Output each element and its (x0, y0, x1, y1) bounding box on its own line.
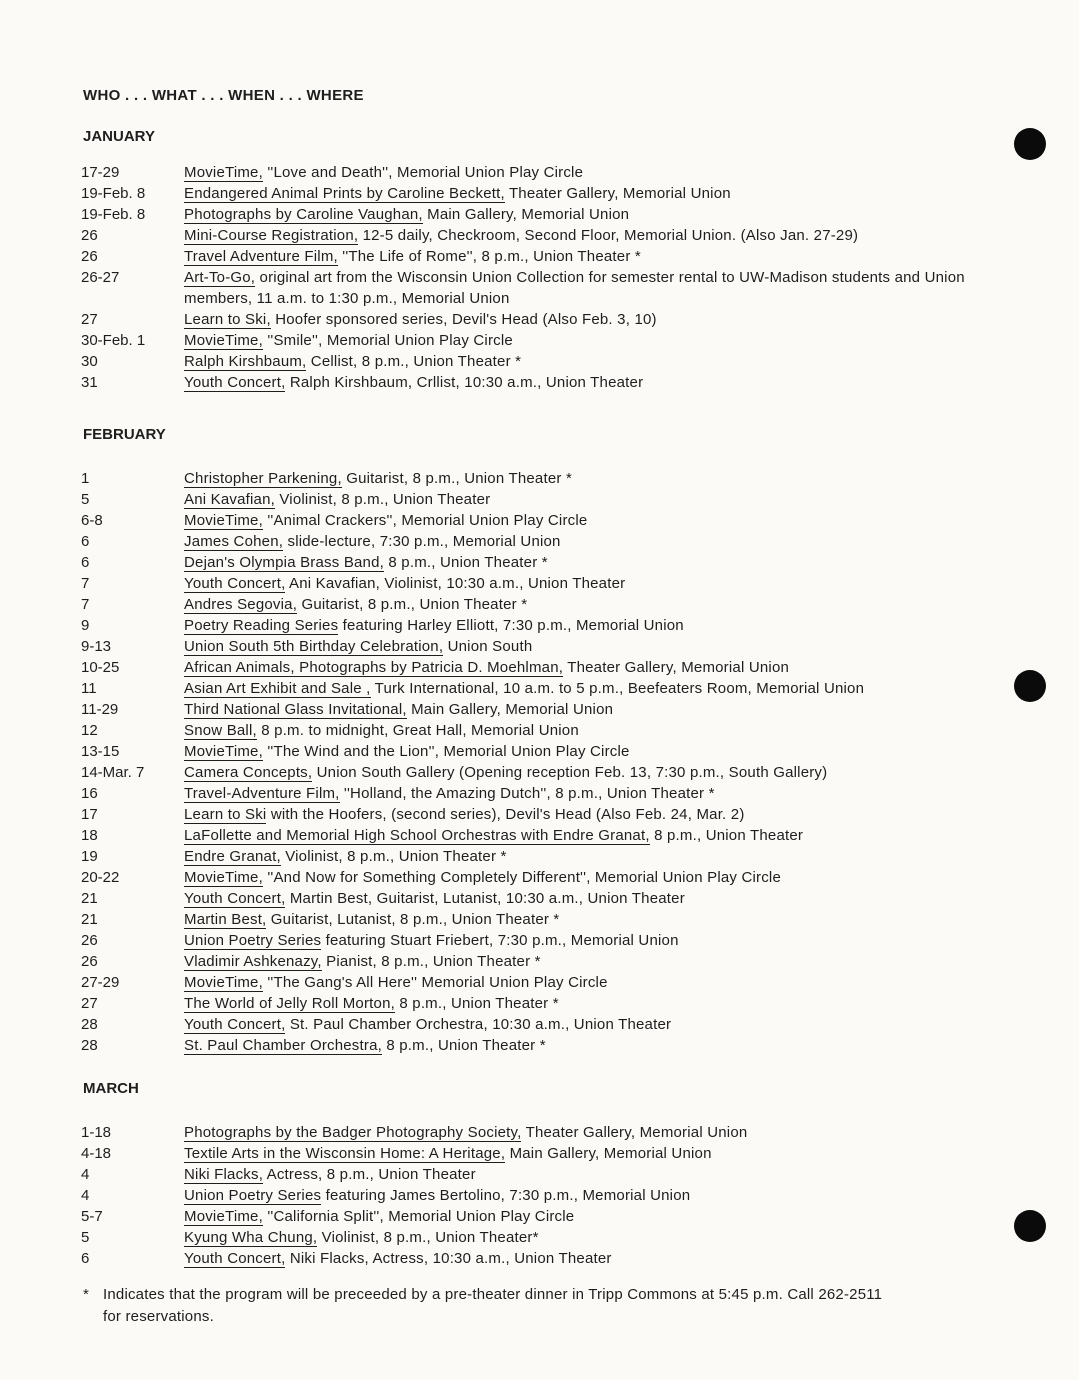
event-row (81, 594, 1011, 615)
event-description (184, 573, 1011, 594)
event-date: 17 (81, 806, 98, 823)
event-date: 27-29 (81, 974, 120, 991)
event-date: 27 (81, 311, 98, 328)
event-description (184, 699, 1011, 720)
binder-hole (1014, 670, 1046, 702)
event-details: with the Hoofers, (second series), Devil's Head (Also Feb. 24, Mar. 2) (266, 806, 745, 823)
event-name: MovieTime, (184, 512, 263, 529)
event-row (81, 267, 1011, 309)
event-name: Photographs by Caroline Vaughan, (184, 206, 423, 223)
event-description (184, 867, 1011, 888)
event-date: 6-8 (81, 512, 103, 529)
event-date: 13-15 (81, 743, 120, 760)
event-row (81, 1122, 1011, 1143)
event-details: ''The Wind and the Lion'', Memorial Union Play Circle (262, 743, 630, 760)
event-name: Youth Concert, (184, 1250, 286, 1267)
event-description (184, 1185, 1011, 1206)
event-name: Kyung Wha Chung, (184, 1229, 318, 1246)
event-details: ''Love and Death'', Memorial Union Play Circle (262, 164, 584, 181)
event-date: 9 (81, 617, 90, 634)
event-name: James Cohen, (184, 533, 284, 550)
event-details: ''The Life of Rome'', 8 p.m., Union Theater * (337, 248, 641, 265)
event-details: Guitarist, 8 p.m., Union Theater * (297, 596, 528, 613)
event-date: 19-Feb. 8 (81, 206, 146, 223)
event-name: Endangered Animal Prints by Caroline Beckett, (184, 185, 505, 202)
event-description (184, 204, 1011, 225)
event-description (184, 162, 1011, 183)
event-date: 30-Feb. 1 (81, 332, 146, 349)
event-details: Theater Gallery, Memorial Union (504, 185, 731, 202)
event-date: 17-29 (81, 164, 120, 181)
event-row (81, 657, 1011, 678)
event-description (184, 972, 1011, 993)
event-row (81, 909, 1011, 930)
footnote-line-1: Indicates that the program will be preceeded by a pre-theater dinner in Tripp Commons at 5:45 p.m. Call 262-2511 (103, 1286, 883, 1303)
event-name: Youth Concert, (184, 374, 286, 391)
event-description (184, 804, 1011, 825)
event-date: 18 (81, 827, 98, 844)
event-name: Textile Arts in the Wisconsin Home: A Heritage, (184, 1145, 506, 1162)
event-details: Turk International, 10 a.m. to 5 p.m., Beefeaters Room, Memorial Union (370, 680, 865, 697)
event-name: Mini-Course Registration, (184, 227, 359, 244)
event-date: 31 (81, 374, 98, 391)
event-row (81, 204, 1011, 225)
event-row (81, 720, 1011, 741)
event-details: Violinist, 8 p.m., Union Theater * (280, 848, 507, 865)
event-details: Violinist, 8 p.m., Union Theater* (317, 1229, 539, 1246)
event-details: Ani Kavafian, Violinist, 10:30 a.m., Union Theater (285, 575, 626, 592)
event-date: 14-Mar. 7 (81, 764, 145, 781)
event-description (184, 1014, 1011, 1035)
event-name: MovieTime, (184, 332, 263, 349)
march-events (81, 1122, 1011, 1269)
event-name: Learn to Ski, (184, 311, 271, 328)
event-row (81, 225, 1011, 246)
event-row (81, 330, 1011, 351)
event-details: ''The Gang's All Here'' Memorial Union Play Circle (262, 974, 608, 991)
event-details: Ralph Kirshbaum, Crllist, 10:30 a.m., Union Theater (285, 374, 644, 391)
event-description (184, 267, 1011, 309)
event-name: The World of Jelly Roll Morton, (184, 995, 395, 1012)
event-name: LaFollette and Memorial High School Orchestras with Endre Granat, (184, 827, 650, 844)
event-date: 30 (81, 353, 98, 370)
event-row (81, 372, 1011, 393)
event-date: 20-22 (81, 869, 120, 886)
event-row (81, 678, 1011, 699)
page-title: WHO . . . WHAT . . . WHEN . . . WHERE (83, 87, 364, 104)
event-date: 11-29 (81, 701, 119, 718)
event-description (184, 1122, 1011, 1143)
event-description (184, 825, 1011, 846)
event-row (81, 888, 1011, 909)
event-row (81, 867, 1011, 888)
event-name: Snow Ball, (184, 722, 257, 739)
event-row (81, 741, 1011, 762)
event-date: 7 (81, 596, 90, 613)
event-description (184, 741, 1011, 762)
event-date: 4 (81, 1187, 90, 1204)
binder-hole (1014, 128, 1046, 160)
event-row (81, 972, 1011, 993)
event-date: 10-25 (81, 659, 120, 676)
event-row (81, 825, 1011, 846)
event-name: Ani Kavafian, (184, 491, 275, 508)
event-name: Endre Granat, (184, 848, 281, 865)
event-details: St. Paul Chamber Orchestra, 10:30 a.m., Union Theater (285, 1016, 672, 1033)
event-description (184, 1248, 1011, 1269)
event-description (184, 183, 1011, 204)
event-details: Theater Gallery, Memorial Union (521, 1124, 748, 1141)
event-name: Asian Art Exhibit and Sale , (184, 680, 371, 697)
event-name: MovieTime, (184, 974, 263, 991)
event-description (184, 309, 1011, 330)
event-date: 26 (81, 932, 98, 949)
event-date: 19 (81, 848, 98, 865)
event-description (184, 372, 1011, 393)
event-row (81, 1227, 1011, 1248)
event-row (81, 246, 1011, 267)
event-name: Christopher Parkening, (184, 470, 342, 487)
event-row (81, 615, 1011, 636)
event-name: Learn to Ski (184, 806, 267, 823)
event-name: Youth Concert, (184, 575, 286, 592)
event-details: ''Smile'', Memorial Union Play Circle (262, 332, 513, 349)
footnote-mark: * (83, 1286, 90, 1303)
event-name: Niki Flacks, (184, 1166, 264, 1183)
event-date: 5 (81, 1229, 90, 1246)
event-date: 26 (81, 953, 98, 970)
event-date: 26-27 (81, 269, 120, 286)
event-details: Guitarist, Lutanist, 8 p.m., Union Theater * (266, 911, 560, 928)
event-row (81, 846, 1011, 867)
event-description (184, 657, 1011, 678)
event-date: 21 (81, 890, 98, 907)
month-heading-february: FEBRUARY (83, 426, 166, 443)
event-description (184, 993, 1011, 1014)
event-description (184, 951, 1011, 972)
event-date: 11 (81, 680, 97, 697)
event-description (184, 225, 1011, 246)
event-description (184, 720, 1011, 741)
event-row (81, 183, 1011, 204)
event-date: 1-18 (81, 1124, 112, 1141)
event-description (184, 1227, 1011, 1248)
event-date: 9-13 (81, 638, 112, 655)
event-name: Photographs by the Badger Photography Society, (184, 1124, 522, 1141)
event-name: Vladimir Ashkenazy, (184, 953, 322, 970)
event-details: Union South Gallery (Opening reception Feb. 13, 7:30 p.m., South Gallery) (312, 764, 828, 781)
event-description (184, 1164, 1011, 1185)
event-description (184, 762, 1011, 783)
event-name: Poetry Reading Series (184, 617, 339, 634)
binder-hole (1014, 1210, 1046, 1242)
event-details: 8 p.m., Union Theater * (384, 554, 548, 571)
event-details: featuring James Bertolino, 7:30 p.m., Memorial Union (321, 1187, 691, 1204)
event-details: ''California Split'', Memorial Union Play Circle (262, 1208, 575, 1225)
event-name: Youth Concert, (184, 1016, 286, 1033)
event-details: ''And Now for Something Completely Different'', Memorial Union Play Circle (262, 869, 782, 886)
event-date: 6 (81, 1250, 90, 1267)
event-details: Cellist, 8 p.m., Union Theater * (306, 353, 522, 370)
event-row (81, 1143, 1011, 1164)
event-row (81, 993, 1011, 1014)
event-row (81, 930, 1011, 951)
event-date: 28 (81, 1037, 98, 1054)
event-name: MovieTime, (184, 743, 263, 760)
event-name: Andres Segovia, (184, 596, 298, 613)
event-row (81, 1164, 1011, 1185)
event-row (81, 1035, 1011, 1056)
event-description (184, 594, 1011, 615)
event-name: MovieTime, (184, 869, 263, 886)
event-description (184, 636, 1011, 657)
event-description (184, 930, 1011, 951)
event-date: 26 (81, 248, 98, 265)
event-description (184, 678, 1011, 699)
event-name: Travel Adventure Film, (184, 248, 338, 265)
event-row (81, 531, 1011, 552)
event-name: Union Poetry Series (184, 1187, 322, 1204)
event-description (184, 909, 1011, 930)
event-name: Ralph Kirshbaum, (184, 353, 307, 370)
event-details: featuring Stuart Friebert, 7:30 p.m., Memorial Union (321, 932, 679, 949)
event-name: Dejan's Olympia Brass Band, (184, 554, 385, 571)
event-row (81, 1185, 1011, 1206)
event-row (81, 351, 1011, 372)
event-row (81, 951, 1011, 972)
event-date: 6 (81, 533, 90, 550)
event-row (81, 699, 1011, 720)
event-date: 12 (81, 722, 98, 739)
event-date: 19-Feb. 8 (81, 185, 146, 202)
event-row (81, 1248, 1011, 1269)
footnote-line-2: for reservations. (103, 1308, 214, 1325)
event-date: 21 (81, 911, 98, 928)
event-description (184, 1035, 1011, 1056)
event-details: Main Gallery, Memorial Union (505, 1145, 712, 1162)
event-description (184, 552, 1011, 573)
event-date: 5-7 (81, 1208, 103, 1225)
event-description (184, 846, 1011, 867)
event-row (81, 783, 1011, 804)
event-details: Main Gallery, Memorial Union (406, 701, 614, 718)
event-description (184, 1143, 1011, 1164)
event-date: 5 (81, 491, 90, 508)
month-heading-january: JANUARY (83, 128, 155, 145)
event-name: Union South 5th Birthday Celebration, (184, 638, 444, 655)
event-date: 27 (81, 995, 98, 1012)
event-details: 8 p.m., Union Theater (649, 827, 804, 844)
event-details: Pianist, 8 p.m., Union Theater * (321, 953, 541, 970)
event-description (184, 888, 1011, 909)
january-events (81, 162, 1011, 393)
event-details: featuring Harley Elliott, 7:30 p.m., Memorial Union (338, 617, 684, 634)
event-details: Guitarist, 8 p.m., Union Theater * (341, 470, 572, 487)
event-description (184, 615, 1011, 636)
event-details: Theater Gallery, Memorial Union (563, 659, 790, 676)
event-description (184, 531, 1011, 552)
event-details: Main Gallery, Memorial Union (422, 206, 630, 223)
event-row (81, 573, 1011, 594)
event-name: Third National Glass Invitational, (184, 701, 407, 718)
event-name: Camera Concepts, (184, 764, 313, 781)
event-details: ''Animal Crackers'', Memorial Union Play Circle (262, 512, 588, 529)
event-details: 8 p.m., Union Theater * (381, 1037, 546, 1054)
event-date: 16 (81, 785, 98, 802)
event-row (81, 510, 1011, 531)
event-name: Union Poetry Series (184, 932, 322, 949)
event-details: ''Holland, the Amazing Dutch'', 8 p.m., Union Theater * (339, 785, 715, 802)
event-name: St. Paul Chamber Orchestra, (184, 1037, 382, 1054)
event-name: Travel-Adventure Film, (184, 785, 340, 802)
event-name: MovieTime, (184, 164, 263, 181)
event-name: Martin Best, (184, 911, 267, 928)
event-date: 28 (81, 1016, 98, 1033)
event-row (81, 762, 1011, 783)
event-row (81, 1206, 1011, 1227)
event-row (81, 804, 1011, 825)
month-heading-march: MARCH (83, 1080, 139, 1097)
event-row (81, 636, 1011, 657)
event-description (184, 468, 1011, 489)
event-details: slide-lecture, 7:30 p.m., Memorial Union (283, 533, 561, 550)
event-date: 4-18 (81, 1145, 112, 1162)
event-date: 4 (81, 1166, 90, 1183)
event-name: MovieTime, (184, 1208, 263, 1225)
event-details: 8 p.m., Union Theater * (395, 995, 559, 1012)
event-row (81, 468, 1011, 489)
event-details: Violinist, 8 p.m., Union Theater (275, 491, 491, 508)
event-details: 8 p.m. to midnight, Great Hall, Memorial Union (256, 722, 579, 739)
event-description (184, 1206, 1011, 1227)
event-details: Union South (443, 638, 533, 655)
event-name: Youth Concert, (184, 890, 286, 907)
event-details: Actress, 8 p.m., Union Theater (263, 1166, 476, 1183)
event-date: 26 (81, 227, 98, 244)
event-details: Niki Flacks, Actress, 10:30 a.m., Union Theater (285, 1250, 612, 1267)
event-date: 1 (81, 470, 90, 487)
event-details: Hoofer sponsored series, Devil's Head (Also Feb. 3, 10) (270, 311, 657, 328)
event-description (184, 489, 1011, 510)
event-description (184, 783, 1011, 804)
event-name: Art-To-Go, (184, 269, 256, 286)
event-row (81, 309, 1011, 330)
event-description (184, 510, 1011, 531)
event-details: original art from the Wisconsin Union Collection for semester rental to UW-Madison students and Union members, 11 a.m. to 1:30 p.m., Memorial Union (184, 269, 965, 307)
event-name: African Animals, Photographs by Patricia D. Moehlman, (184, 659, 564, 676)
event-description (184, 246, 1011, 267)
event-row (81, 552, 1011, 573)
event-row (81, 489, 1011, 510)
footnote (83, 1284, 1003, 1328)
event-row (81, 162, 1011, 183)
event-date: 6 (81, 554, 90, 571)
event-details: Martin Best, Guitarist, Lutanist, 10:30 a.m., Union Theater (285, 890, 685, 907)
february-events (81, 468, 1011, 1056)
event-description (184, 351, 1011, 372)
event-row (81, 1014, 1011, 1035)
event-description (184, 330, 1011, 351)
event-details: 12-5 daily, Checkroom, Second Floor, Memorial Union. (Also Jan. 27-29) (358, 227, 859, 244)
event-date: 7 (81, 575, 90, 592)
